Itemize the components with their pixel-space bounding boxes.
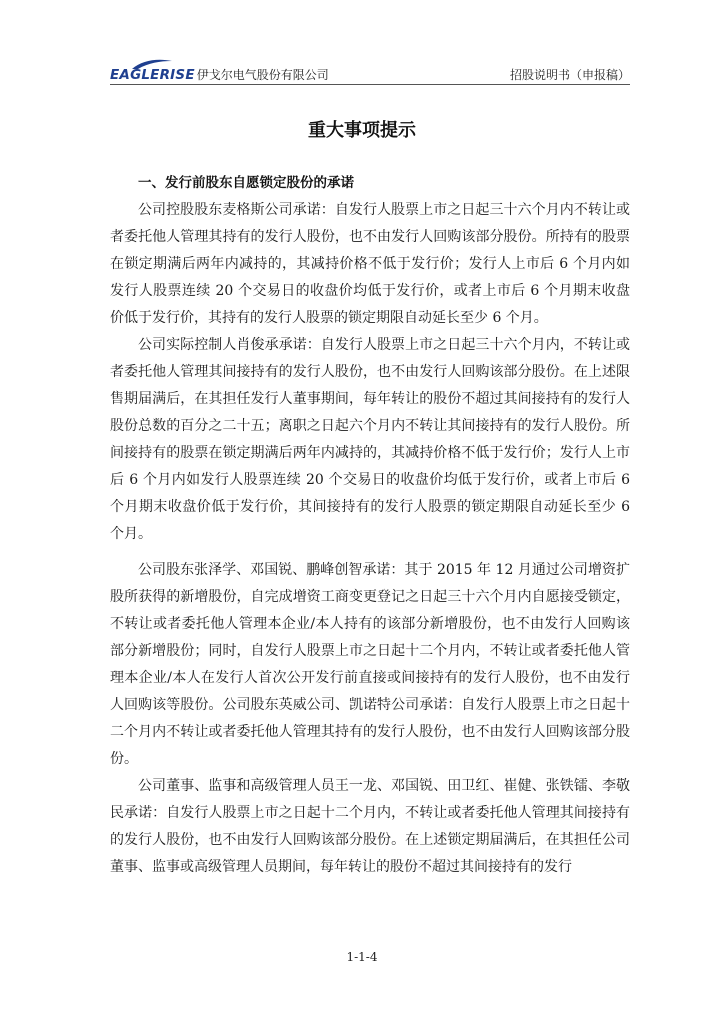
document-name: 招股说明书（申报稿） bbox=[509, 68, 630, 82]
page-number: 1-1-4 bbox=[346, 950, 378, 964]
company-logo bbox=[110, 60, 329, 82]
logo-wordmark bbox=[110, 68, 195, 82]
header-divider bbox=[110, 84, 630, 85]
paragraph-shareholders: 公司股东张泽学、邓国锐、鹏峰创智承诺：其于 2015 年 12 月通过公司增资扩股所获得的新增股份，自完成增资工商变更登记之日起三十六个月内自愿接受锁定，不转让或者委托他人管理本企业/本人持有的该部分新增股份，也不由发行人回购该部分新增股份；同时，自发行人股票上市之日起十二个月内，不转让或者委托他人管理本企业/本人在发行人首次公开发行前直接或间接持有的发行人股份，也不由发行人回购该等股份。公司股东英威公司、凯诺特公司承诺：自发行人股票上市之日起十二个月内不转让或者委托他人管理其持有的发行人股份，也不由发行人回购该部分股份。 bbox=[110, 562, 630, 767]
page-title: 重大事项提示 bbox=[308, 120, 416, 141]
eagle-swoosh-icon bbox=[130, 58, 174, 70]
paragraph-directors: 公司董事、监事和高级管理人员王一龙、邓国锐、田卫红、崔健、张铁镭、李敬民承诺：自发行人股票上市之日起十二个月内，不转让或者委托他人管理其间接持有的发行人股份，也不由发行人回购该部分股份。在上述锁定期届满后，在其担任公司董事、监事或高级管理人员期间，每年转让的股份不超过其间接持有的发行 bbox=[110, 778, 630, 875]
paragraph-actual-controller: 公司实际控制人肖俊承承诺：自发行人股票上市之日起三十六个月内，不转让或者委托他人管理其间接持有的发行人股份，也不由发行人回购该部分股份。在上述限售期届满后，在其担任发行人董事期间，每年转让的股份不超过其间接持有的发行人股份总数的百分之二十五；离职之日起六个月内不转让其间接持有的发行人股份。所间接持有的股票在锁定期满后两年内减持的，其减持价格不低于发行价；发行人上市后 6 个月内如发行人股票连续 20 个交易日的收盘价均低于发行价，或者上市后 6 个月期末收盘价低于发行价，其间接持有的发行人股票的锁定期限自动延长至少 6 个月。 bbox=[110, 337, 630, 542]
page-header bbox=[110, 60, 630, 82]
body-text bbox=[110, 197, 630, 881]
paragraph-controlling-shareholder: 公司控股股东麦格斯公司承诺：自发行人股票上市之日起三十六个月内不转让或者委托他人管理其持有的发行人股份，也不由发行人回购该部分股份。所持有的股票在锁定期满后两年内减持的，其减持价格不低于发行价；发行人上市后 6 个月内如发行人股票连续 20 个交易日的收盘价均低于发行价，或者上市后 6 个月期末收盘价低于发行价，其持有的发行人股票的锁定期限自动延长至少 6 个月。 bbox=[110, 202, 630, 326]
logo-text: EAGLERISE bbox=[110, 67, 195, 83]
company-name: 伊戈尔电气股份有限公司 bbox=[196, 68, 329, 82]
section-heading: 一、发行前股东自愿锁定股份的承诺 bbox=[138, 175, 354, 191]
